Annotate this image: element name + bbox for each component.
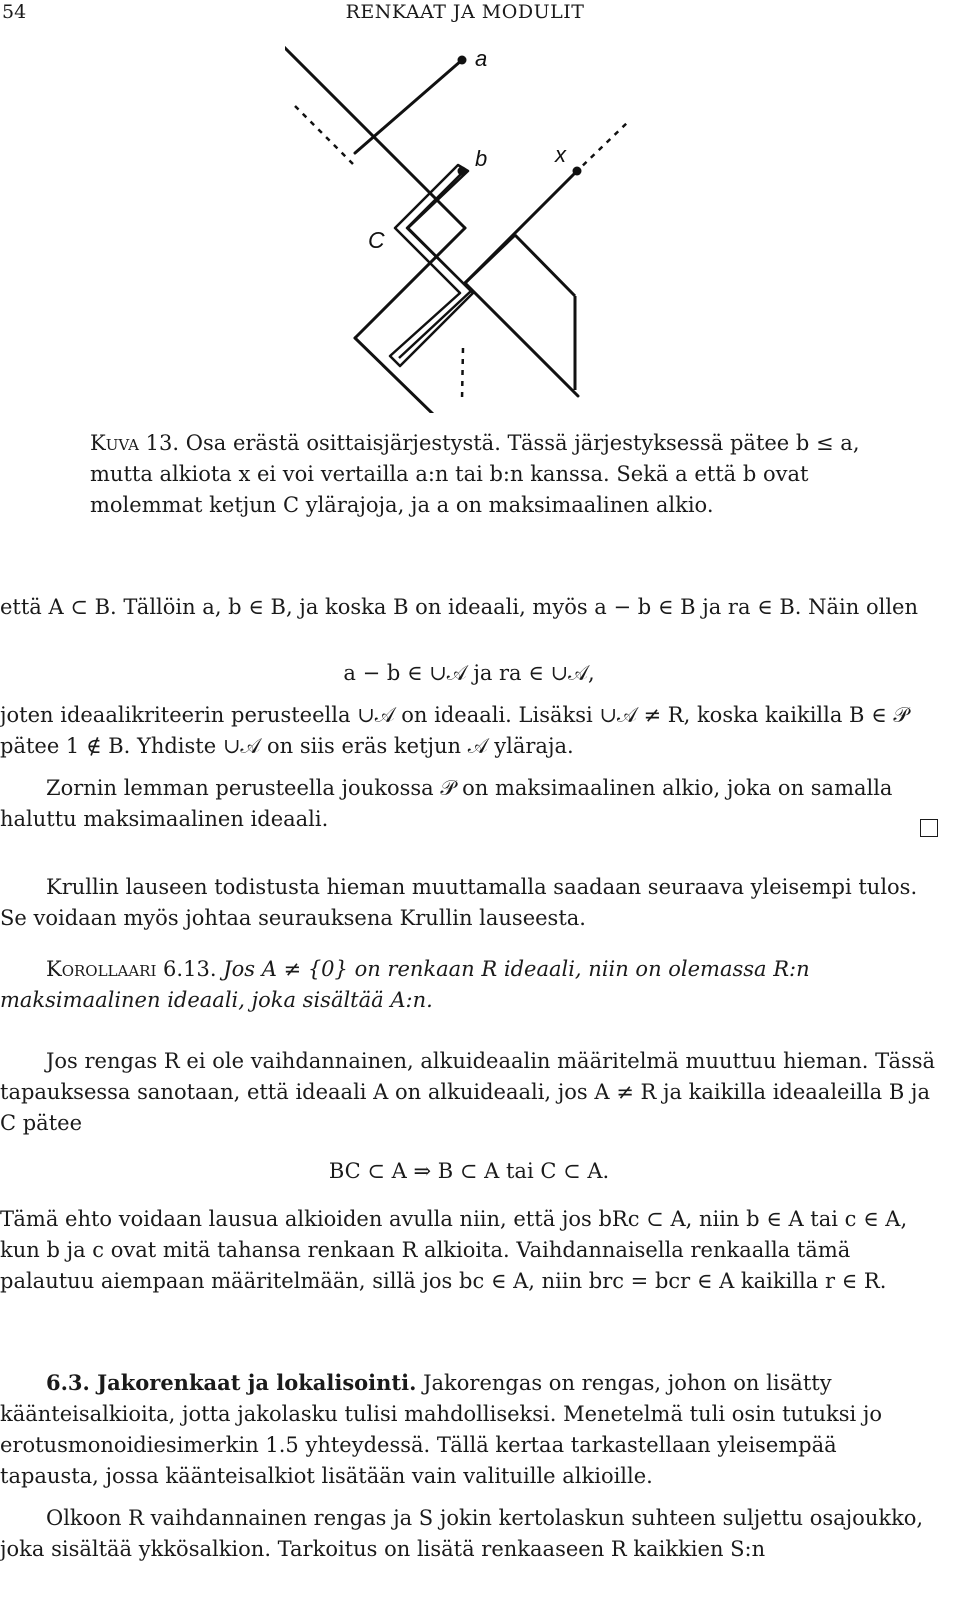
equation-1: a − b ∈ ∪𝒜 ja ra ∈ ∪𝒜,: [343, 661, 595, 685]
paragraph-3-text: Zornin lemman perusteella joukossa 𝒫 on maksimaalinen alkio, joka on samalla haluttu maksimaalinen ideaali.: [0, 776, 893, 831]
paragraph-6: Tämä ehto voidaan lausua alkioiden avulla niin, että jos bRc ⊂ A, niin b ∈ A tai c ∈ A, kun b ja c ovat mitä tahansa renkaan R alkioita. Vaihdannaisella renkaalla tämä palautuu aiempaan määritelmään, sillä jos bc ∈ A, niin brc = bcr ∈ A kaikilla r ∈ R.: [0, 1207, 908, 1293]
label-b: b: [475, 146, 488, 171]
running-header: [0, 0, 960, 26]
point-a: [458, 56, 467, 65]
partial-order-figure: [285, 38, 645, 413]
section-text: Jakorengas on rengas, johon on lisätty käänteisalkioita, jotta jakolasku tulisi mahdolliseksi. Menetelmä tuli osin tutuksi jo erotusmonoidiesimerkin 1.5 yhteydessä. Tällä kertaa tarkastellaan yleisempää tapausta, jossa käänteisalkiot lisätään vain valituille alkioille.: [0, 1371, 883, 1488]
corollary-text: Jos A ≠ {0} on renkaan R ideaali, niin on olemassa R:n maksimaalinen ideaali, joka sisältää A:n.: [0, 957, 810, 1012]
right-dotted-line: [575, 120, 630, 173]
paragraph-3: [0, 773, 938, 835]
caption-text: Osa erästä osittaisjärjestystä. Tässä järjestyksessä pätee b ≤ a, mutta alkiota x ei voi vertailla a:n tai b:n kanssa. Sekä a että b ovat molemmat ketjun C ylärajoja, ja a on maksimaalinen alkio.: [90, 431, 860, 517]
equation-2: BC ⊂ A ⇒ B ⊂ A tai C ⊂ A.: [328, 1159, 610, 1183]
qed-square-icon: [920, 819, 938, 837]
label-C: C: [368, 227, 385, 253]
corollary: [0, 954, 938, 1016]
chain-tail-line: [355, 338, 435, 413]
a-branch-line: [355, 60, 462, 153]
point-x: [573, 167, 582, 176]
paragraph-1: että A ⊂ B. Tällöin a, b ∈ B, ja koska B on ideaali, myös a − b ∈ B ja ra ∈ B. Näin ollen: [0, 595, 919, 619]
bottom-dotted-line: [462, 348, 463, 400]
caption-label: Kuva 13.: [90, 431, 180, 455]
right-upper-line: [465, 283, 578, 396]
figure-caption: [90, 428, 860, 521]
paragraph-7: Olkoon R vaihdannainen rengas ja S jokin kertolaskun suhteen suljettu osajoukko, joka sisältää ykkösalkion. Tarkoitus on lisätä renkaaseen R kaikkien S:n: [0, 1506, 924, 1561]
paragraph-4: Krullin lauseen todistusta hieman muuttamalla saadaan seuraava yleisempi tulos. Se voidaan myös johtaa seurauksena Krullin lauseesta.: [0, 875, 918, 930]
running-title: RENKAAT JA MODULIT: [345, 1, 585, 23]
left-dotted-line: [295, 106, 355, 166]
label-x: x: [555, 142, 566, 167]
section-6-3: [0, 1367, 938, 1492]
section-title: 6.3. Jakorenkaat ja lokalisointi.: [46, 1370, 417, 1395]
corollary-label: Korollaari 6.13.: [46, 957, 217, 981]
point-b: [458, 167, 467, 176]
paragraph-2: joten ideaalikriteerin perusteella ∪𝒜 on ideaali. Lisäksi ∪𝒜 ≠ R, koska kaikilla B ∈ 𝒫 pätee 1 ∉ B. Yhdiste ∪𝒜 on siis eräs ketjun 𝒜 yläraja.: [0, 703, 909, 758]
paragraph-5: Jos rengas R ei ole vaihdannainen, alkuideaalin määritelmä muuttuu hieman. Tässä tapauksessa sanotaan, että ideaali A on alkuideaali, jos A ≠ R ja kaikilla ideaaleilla B ja C pätee: [0, 1049, 936, 1135]
page-number: 54: [2, 1, 27, 23]
label-a: a: [475, 46, 488, 71]
